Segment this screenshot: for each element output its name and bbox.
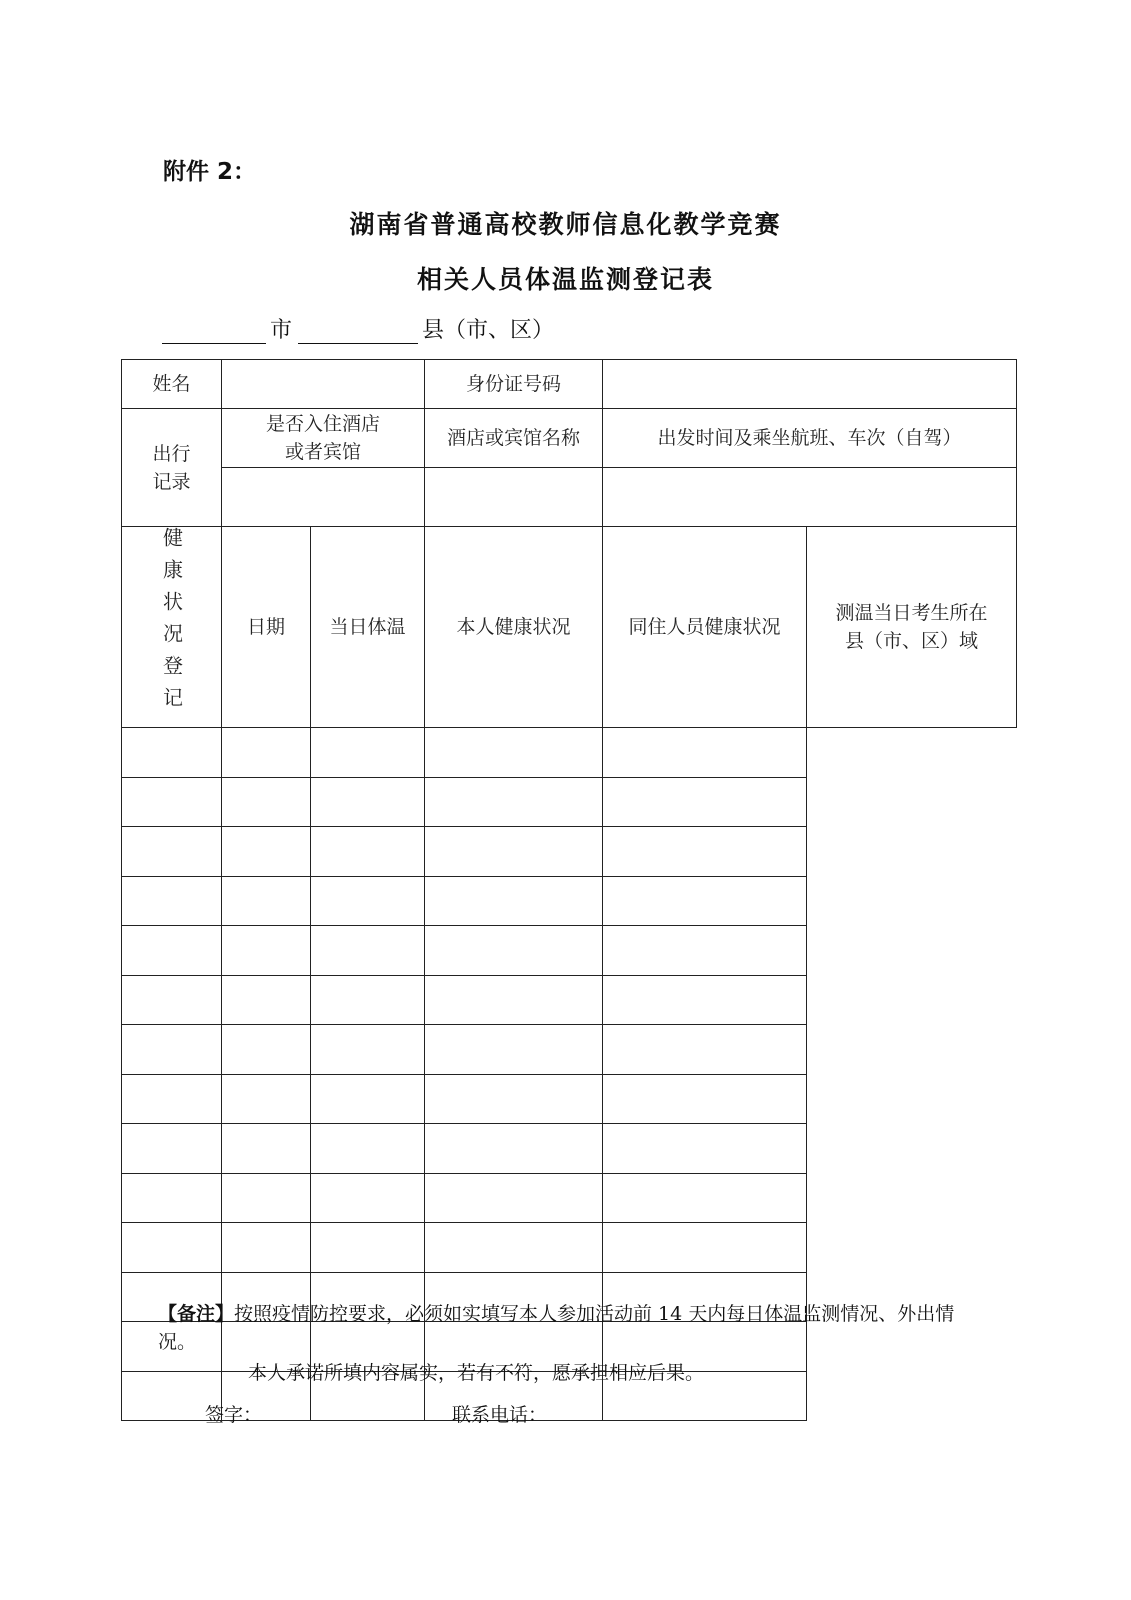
self-health-cell[interactable] [311, 827, 425, 877]
temperature-cell[interactable] [222, 876, 311, 926]
location-cell[interactable] [603, 975, 807, 1025]
departure-input-cell[interactable] [603, 468, 1017, 527]
id-number-input-cell[interactable] [603, 360, 1017, 409]
temperature-column-header: 当日体温 [311, 527, 425, 728]
cohabitant-health-column-header: 同住人员健康状况 [603, 527, 807, 728]
cohabitant-health-cell[interactable] [425, 876, 603, 926]
temperature-cell[interactable] [222, 827, 311, 877]
cohabitant-health-cell[interactable] [425, 777, 603, 827]
cohabitant-health-cell[interactable] [425, 1124, 603, 1174]
health-record-row [122, 926, 1017, 976]
self-health-cell[interactable] [311, 975, 425, 1025]
health-section-label-cell [122, 527, 222, 728]
location-column-label: 测温当日考生所在 县（市、区）域 [835, 602, 988, 652]
registration-form-table [121, 359, 1017, 1421]
location-cell[interactable] [603, 1025, 807, 1075]
temperature-cell[interactable] [222, 1124, 311, 1174]
self-health-cell[interactable] [311, 1074, 425, 1124]
city-label: 市 [270, 318, 293, 343]
cohabitant-health-cell[interactable] [425, 728, 603, 778]
date-cell[interactable] [122, 876, 222, 926]
self-health-cell[interactable] [311, 876, 425, 926]
temperature-cell[interactable] [222, 1074, 311, 1124]
name-label-cell: 姓名 [122, 360, 222, 409]
hotel-name-input-cell[interactable] [425, 468, 603, 527]
self-health-cell[interactable] [311, 777, 425, 827]
temperature-cell[interactable] [222, 777, 311, 827]
city-blank[interactable] [162, 317, 266, 344]
remark-text: 按照疫情防控要求，必须如实填写本人参加活动前 14 天内每日体温监测情况、外出情况。 [158, 1303, 955, 1353]
hotel-name-header: 酒店或宾馆名称 [425, 409, 603, 468]
location-cell[interactable] [603, 1074, 807, 1124]
location-cell[interactable] [603, 1173, 807, 1223]
county-blank[interactable] [298, 317, 418, 344]
health-record-row [122, 1074, 1017, 1124]
date-cell[interactable] [122, 1025, 222, 1075]
attachment-label: 附件 2： [163, 159, 257, 185]
self-health-cell[interactable] [311, 728, 425, 778]
date-cell[interactable] [122, 1074, 222, 1124]
health-record-row [122, 975, 1017, 1025]
date-cell[interactable] [122, 926, 222, 976]
promise-statement: 本人承诺所填内容属实，若有不符，愿承担相应后果。 [248, 1362, 705, 1384]
temperature-cell[interactable] [222, 1173, 311, 1223]
date-cell[interactable] [122, 975, 222, 1025]
self-health-cell[interactable] [311, 1223, 425, 1273]
self-health-cell[interactable] [311, 1025, 425, 1075]
departure-header: 出发时间及乘坐航班、车次（自驾） [603, 409, 1017, 468]
name-input-cell[interactable] [222, 360, 425, 409]
health-record-row [122, 876, 1017, 926]
location-cell[interactable] [603, 777, 807, 827]
temperature-cell[interactable] [222, 1223, 311, 1273]
health-record-row [122, 1223, 1017, 1273]
self-health-column-header: 本人健康状况 [425, 527, 603, 728]
self-health-cell[interactable] [311, 1124, 425, 1174]
location-cell[interactable] [603, 827, 807, 877]
date-cell[interactable] [122, 1223, 222, 1273]
id-number-label-cell: 身份证号码 [425, 360, 603, 409]
cohabitant-health-cell[interactable] [425, 975, 603, 1025]
location-cell[interactable] [603, 1124, 807, 1174]
location-cell[interactable] [603, 926, 807, 976]
remark-note [158, 1300, 978, 1356]
health-record-row [122, 827, 1017, 877]
health-record-row [122, 1173, 1017, 1223]
cohabitant-health-cell[interactable] [425, 1173, 603, 1223]
date-column-header: 日期 [222, 527, 311, 728]
date-cell[interactable] [122, 827, 222, 877]
cohabitant-health-cell[interactable] [425, 827, 603, 877]
location-cell[interactable] [603, 876, 807, 926]
cohabitant-health-cell[interactable] [425, 1223, 603, 1273]
hotel-question-label: 是否入住酒店 或者宾馆 [265, 413, 380, 463]
signature-label: 签字： [205, 1404, 263, 1426]
date-cell[interactable] [122, 1173, 222, 1223]
cohabitant-health-cell[interactable] [425, 1074, 603, 1124]
date-cell[interactable] [122, 728, 222, 778]
hotel-question-header [222, 409, 425, 468]
self-health-cell[interactable] [311, 1173, 425, 1223]
travel-record-label-cell [122, 409, 222, 527]
health-record-row [122, 728, 1017, 778]
health-section-label: 健康状况登记 [159, 527, 184, 719]
remark-heading: 【备注】 [158, 1303, 235, 1325]
location-cell[interactable] [603, 728, 807, 778]
phone-label: 联系电话： [452, 1404, 548, 1426]
location-column-header [807, 527, 1017, 728]
temperature-cell[interactable] [222, 1025, 311, 1075]
travel-record-label: 出行 记录 [152, 442, 191, 493]
health-record-row [122, 777, 1017, 827]
document-title: 湖南省普通高校教师信息化教学竞赛 [349, 210, 782, 239]
location-line [162, 313, 554, 344]
cohabitant-health-cell[interactable] [425, 1025, 603, 1075]
health-record-row [122, 1124, 1017, 1174]
county-label: 县（市、区） [422, 318, 555, 343]
cohabitant-health-cell[interactable] [425, 926, 603, 976]
date-cell[interactable] [122, 1124, 222, 1174]
hotel-question-input-cell[interactable] [222, 468, 425, 527]
document-subtitle: 相关人员体温监测登记表 [416, 265, 714, 294]
self-health-cell[interactable] [311, 926, 425, 976]
location-cell[interactable] [603, 1223, 807, 1273]
health-record-row [122, 1025, 1017, 1075]
temperature-cell[interactable] [222, 975, 311, 1025]
temperature-cell[interactable] [222, 926, 311, 976]
temperature-cell[interactable] [222, 728, 311, 778]
date-cell[interactable] [122, 777, 222, 827]
